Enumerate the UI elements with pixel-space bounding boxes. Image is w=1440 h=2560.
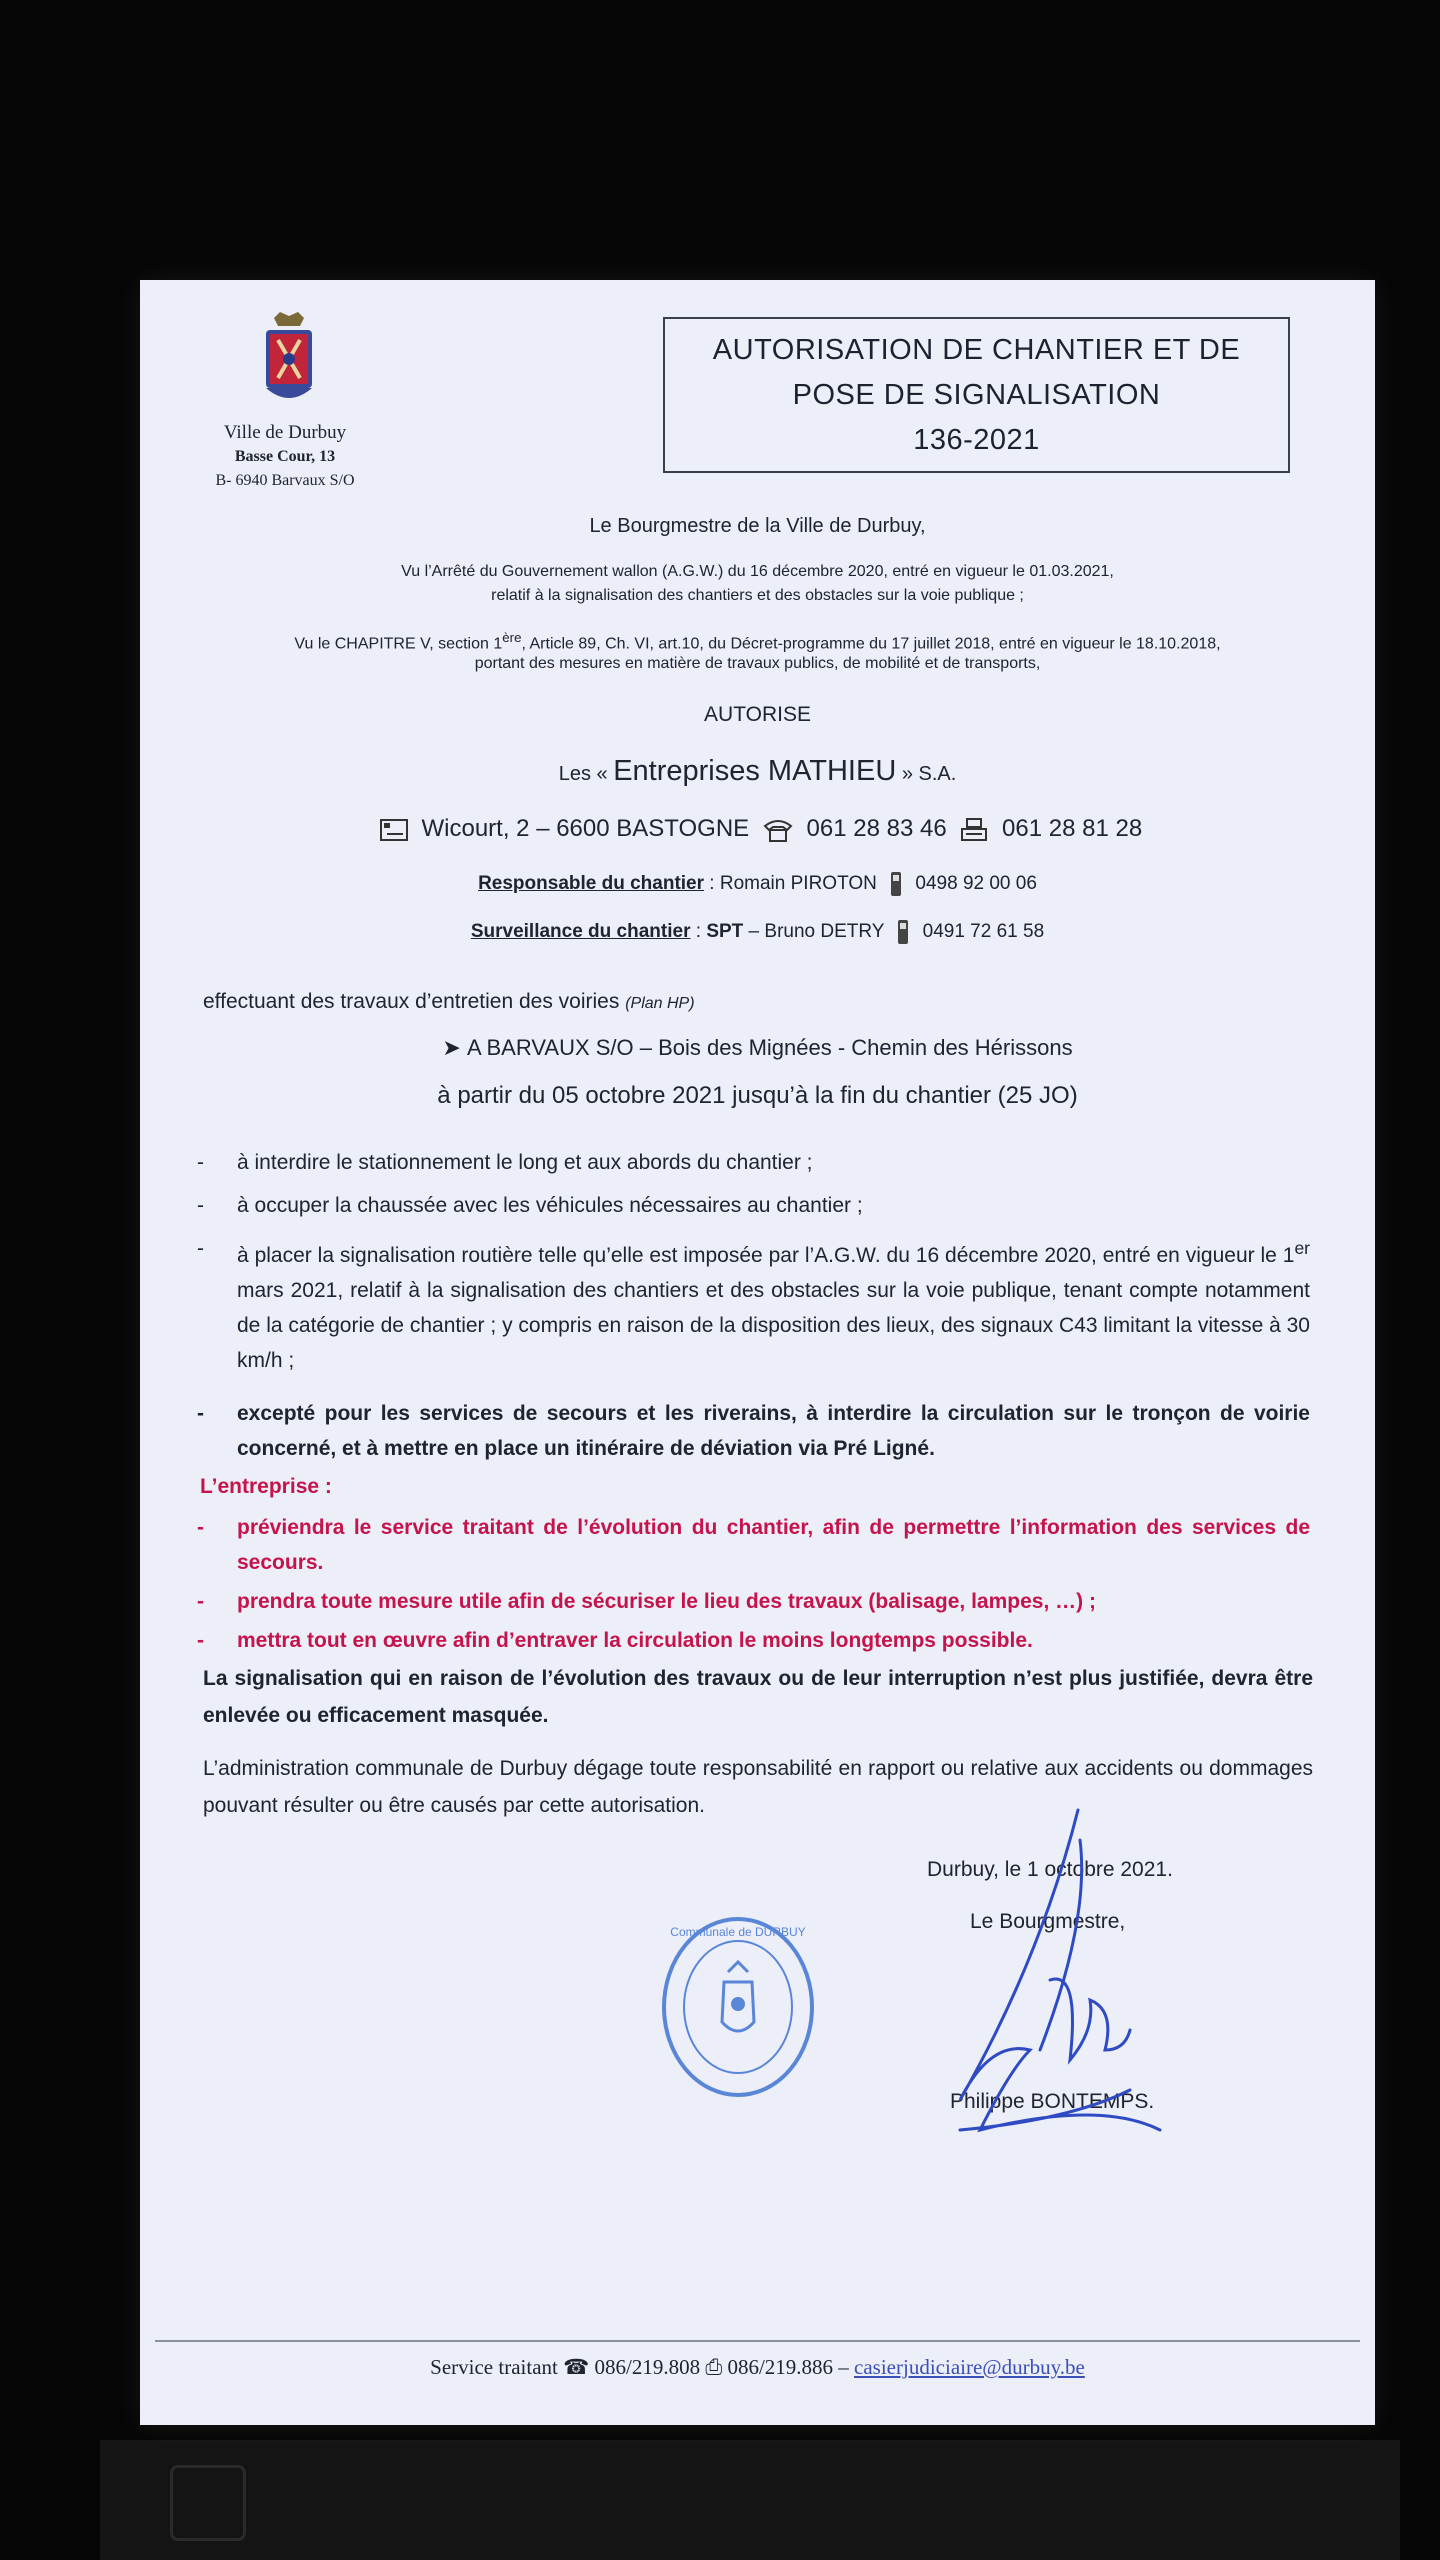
site-supervision-row: Surveillance du chantier : SPT – Bruno DETRY 0491 72 61 58 <box>140 918 1375 946</box>
autorise-heading: AUTORISE <box>704 703 811 726</box>
phone-icon <box>762 817 794 843</box>
mayor-line: Le Bourgmestre de la Ville de Durbuy, <box>589 515 926 537</box>
list-item: - excepté pour les services de secours et les riverains, à interdire la circulation sur le tronçon de voirie concerné, et à mettre en place un itinéraire de déviation via Pré Ligné. <box>195 1396 1310 1466</box>
fax-icon: ⎙ <box>705 2355 723 2379</box>
contractor-contact-row <box>140 815 1375 843</box>
contractor-name: Entreprises MATHIEU <box>613 755 897 787</box>
monitor-bezel-bottom <box>100 2440 1400 2560</box>
works-period: à partir du 05 octobre 2021 jusqu’à la fin du chantier (25 JO) <box>437 1082 1078 1109</box>
title-line-2: POSE DE SIGNALISATION <box>792 378 1161 411</box>
legal-basis-1b: relatif à la signalisation des chantiers et des obstacles sur la voie publique ; <box>491 587 1024 604</box>
list-item: - préviendra le service traitant de l’évolution du chantier, afin de permettre l’information des services de secours. <box>195 1510 1310 1580</box>
bezel-button <box>170 2465 246 2541</box>
document-page <box>140 280 1375 2425</box>
contractor-phone: 061 28 83 46 <box>806 815 947 842</box>
mobile-phone-icon <box>888 870 904 898</box>
signatory-name: Philippe BONTEMPS. <box>950 2090 1155 2113</box>
legal-basis-1a: Vu l’Arrêté du Gouvernement wallon (A.G.W.) du 16 décembre 2020, entré en vigueur le 01.03.2021, <box>401 563 1114 580</box>
svg-text:Communale de DURBUY: Communale de DURBUY <box>670 1925 806 1939</box>
liability-paragraph: L’administration communale de Durbuy dégage toute responsabilité en rapport ou relative aux accidents ou dommages pouvant résulter ou être causés par cette autorisation. <box>203 1757 1313 1817</box>
works-description: effectuant des travaux d’entretien des voiries (Plan HP) <box>203 990 695 1013</box>
works-location: ➤ A BARVAUX S/O – Bois des Mignées - Chemin des Hérissons <box>442 1035 1073 1060</box>
legal-basis-2a: Vu le CHAPITRE V, section 1ère, Article 89, Ch. VI, art.10, du Décret-programme du 17 juillet 2018, entré en vigueur le 18.10.2018, <box>294 630 1221 653</box>
list-item: - à placer la signalisation routière telle qu’elle est imposée par l’A.G.W. du 16 décembre 2020, entré en vigueur le 1er mars 2021, relatif à la signalisation des chantiers et des obstacles sur la voie publique, tenant compte notamment de la catégorie de chantier ; y compris en raison de la disposition des lieux, des signaux C43 limitant la vitesse à 30 km/h ; <box>195 1231 1310 1378</box>
signature-role: Le Bourgmestre, <box>970 1910 1126 1933</box>
signature-date: Durbuy, le 1 octobre 2021. <box>927 1858 1173 1881</box>
title-box <box>663 317 1290 473</box>
envelope-icon <box>379 817 409 843</box>
contractor-address: Wicourt, 2 – 6600 BASTOGNE <box>421 815 750 842</box>
legal-basis-2b: portant des mesures en matière de travaux publics, de mobilité et de transports, <box>474 655 1041 672</box>
arrow-bullet-icon: ➤ <box>442 1035 467 1060</box>
official-stamp <box>658 1912 818 2102</box>
contractor-fax: 061 28 81 28 <box>1002 815 1143 842</box>
footer-contact: Service traitant ☎ 086/219.808 ⎙ 086/219.886 – casierjudiciaire@durbuy.be <box>430 2355 1085 2379</box>
authorization-number: 136-2021 <box>913 423 1040 456</box>
list-item: - à interdire le stationnement le long et aux abords du chantier ; <box>195 1145 1310 1180</box>
footer-divider <box>155 2340 1360 2342</box>
signage-removal-paragraph: La signalisation qui en raison de l’évolution des travaux ou de leur interruption n’est plus justifiée, devra être enlevée ou efficacement masquée. <box>203 1667 1313 1727</box>
contact-email-link[interactable]: casierjudiciaire@durbuy.be <box>854 2355 1085 2379</box>
contractor-name-line: Les « Entreprises MATHIEU » S.A. <box>558 755 957 787</box>
site-manager-row: Responsable du chantier : Romain PIROTON 0498 92 00 06 <box>140 870 1375 898</box>
authorized-actions-list <box>195 1145 1310 1466</box>
town-name: Ville de Durbuy <box>223 422 347 443</box>
town-street: Basse Cour, 13 <box>234 448 336 465</box>
phone-icon: ☎ <box>563 2355 590 2379</box>
mobile-phone-icon <box>895 918 911 946</box>
contractor-obligations-list <box>195 1510 1310 1658</box>
town-postal: B- 6940 Barvaux S/O <box>215 472 355 489</box>
list-item: - mettra tout en œuvre afin d’entraver la circulation le moins longtemps possible. <box>195 1623 1310 1658</box>
list-item: - à occuper la chaussée avec les véhicules nécessaires au chantier ; <box>195 1188 1310 1223</box>
handwritten-signature <box>920 1800 1180 2180</box>
town-crest-icon <box>260 310 318 410</box>
list-item: - prendra toute mesure utile afin de sécuriser le lieu des travaux (balisage, lampes, …) ; <box>195 1584 1310 1619</box>
entreprise-label: L’entreprise : <box>200 1475 332 1498</box>
title-line-1: AUTORISATION DE CHANTIER ET DE <box>712 333 1241 366</box>
fax-icon <box>959 817 989 843</box>
